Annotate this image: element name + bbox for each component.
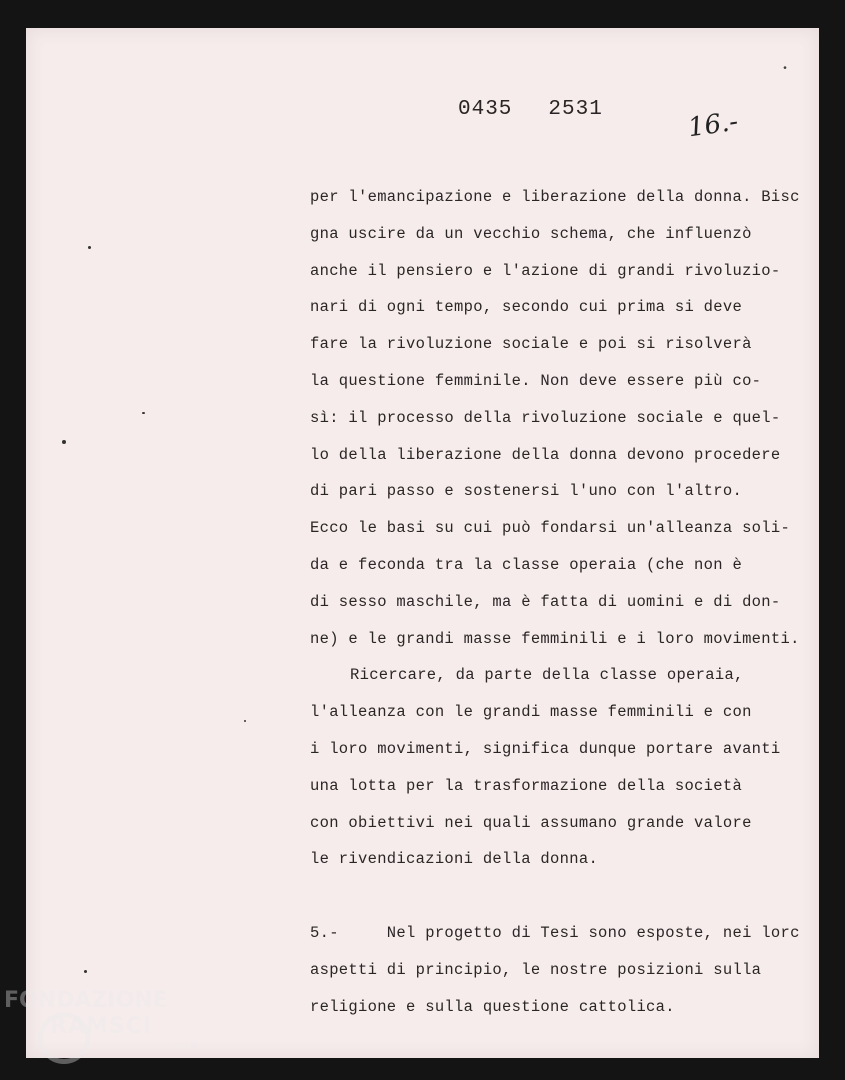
text-line: le rivendicazioni della donna. <box>310 850 599 869</box>
text-line: sì: il processo della rivoluzione sociale e quel- <box>310 408 781 427</box>
text-line: di pari passo e sostenersi l'uno con l'altro. <box>310 482 743 501</box>
paper-speck <box>88 246 91 249</box>
text-line: religione e sulla questione cattolica. <box>310 997 675 1016</box>
text-line: fare la rivoluzione sociale e poi si risolverà <box>310 335 752 354</box>
watermark-line-2 <box>4 1014 214 1040</box>
text-line: Ecco le basi su cui può fondarsi un'alleanza soli- <box>310 519 791 538</box>
corner-mark: • <box>782 64 789 75</box>
text-line: anche il pensiero e l'azione di grandi rivoluzio- <box>310 261 781 280</box>
text-line: la questione femminile. Non deve essere più co- <box>310 371 762 390</box>
archive-number-2: 2531 <box>548 98 603 121</box>
text-line: i loro movimenti, significa dunque portare avanti <box>310 739 781 758</box>
text-line: di sesso maschile, ma è fatta di uomini e di don- <box>310 592 781 611</box>
archive-numbers <box>458 98 603 121</box>
text-line: per l'emancipazione e liberazione della donna. Bisc <box>310 188 800 206</box>
watermark-g-logo-icon <box>38 1012 90 1064</box>
watermark-line-2-text: RAMSCI <box>50 1014 153 1039</box>
text-line: aspetti di principio, le nostre posizioni sulla <box>310 960 762 979</box>
document-page <box>26 28 819 1058</box>
section-heading-line: 5.- Nel progetto di Tesi sono esposte, nei lorc <box>310 923 800 942</box>
text-line: l'alleanza con le grandi masse femminili e con <box>310 703 752 722</box>
text-line: Ricercare, da parte della classe operaia, <box>350 666 744 685</box>
text-line: ne) e le grandi masse femminili e i loro movimenti. <box>310 629 800 648</box>
text-line: con obiettivi nei quali assumano grande valore <box>310 813 752 832</box>
text-line: da e feconda tra la classe operaia (che non è <box>310 555 743 574</box>
text-line: nari di ogni tempo, secondo cui prima si deve <box>310 298 743 317</box>
fondazione-gramsci-watermark <box>4 988 214 1052</box>
watermark-subtitle: onlus <box>174 1041 199 1051</box>
paper-speck <box>84 970 87 973</box>
blank-line <box>310 881 810 918</box>
paper-speck <box>244 720 246 722</box>
paper-speck <box>62 440 66 444</box>
text-line: una lotta per la trasformazione della società <box>310 776 743 795</box>
archive-number-1: 0435 <box>458 98 513 121</box>
typed-text <box>310 182 810 1028</box>
paper-speck <box>142 412 145 414</box>
text-line: lo della liberazione della donna devono procedere <box>310 445 781 464</box>
text-line: gna uscire da un vecchio schema, che influenzò <box>310 224 752 243</box>
watermark-line-1: FONDAZIONE <box>4 988 168 1013</box>
handwritten-page-number: 16.- <box>686 106 740 144</box>
